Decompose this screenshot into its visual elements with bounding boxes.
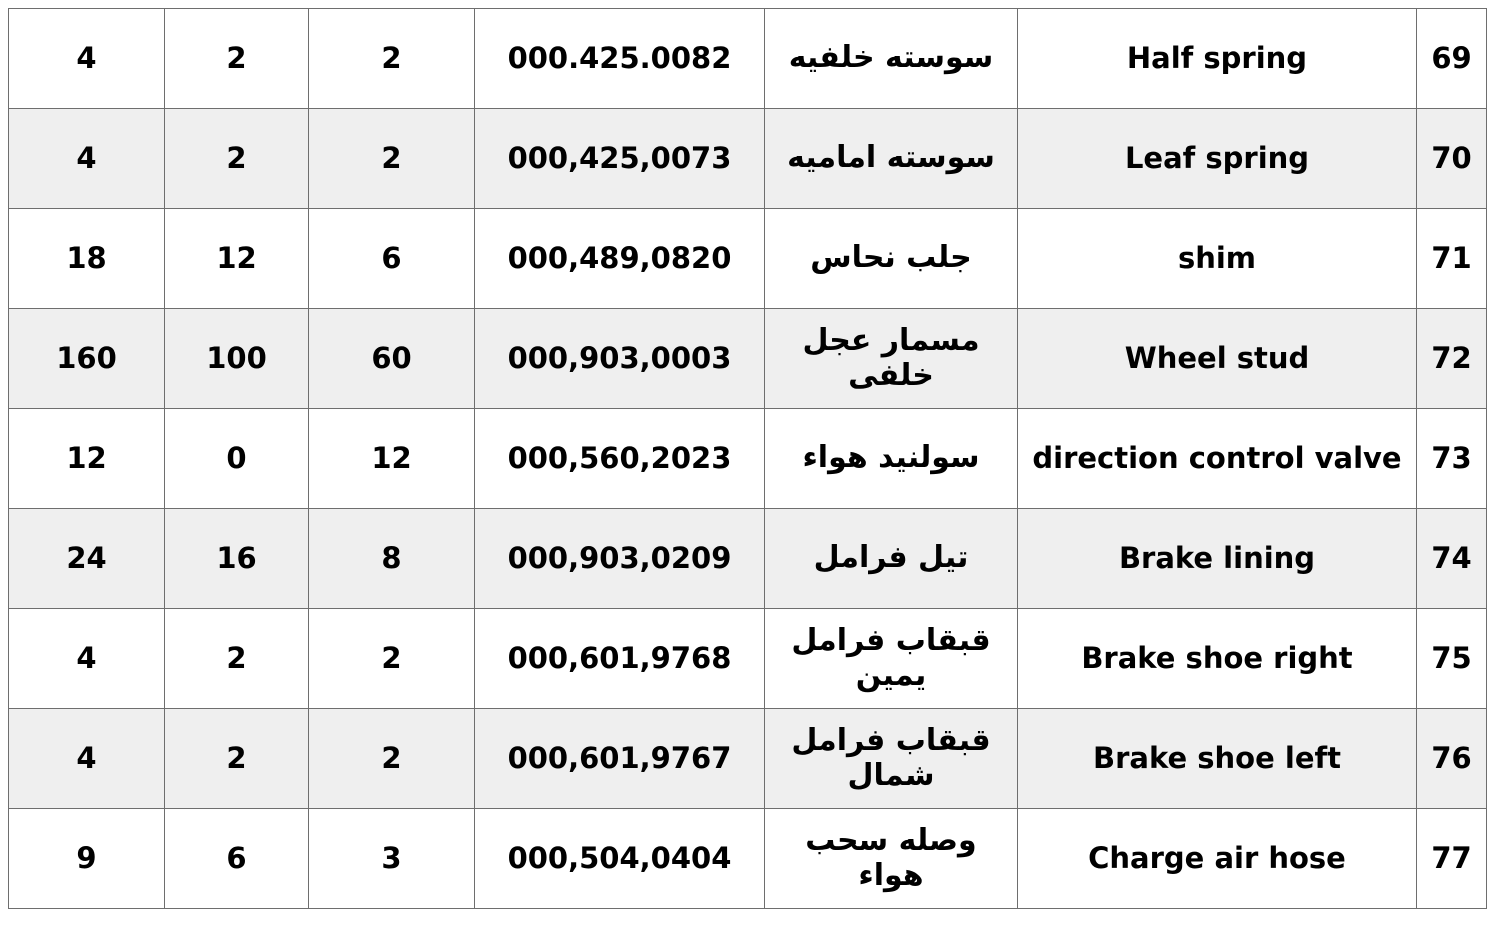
part-number-cell: 000,489,0820: [475, 209, 765, 309]
table-row: [9, 209, 1487, 309]
total-qty-cell: 160: [9, 309, 165, 409]
qty-a-cell: 2: [309, 109, 475, 209]
part-number-cell: 000.425.0082: [475, 9, 765, 109]
qty-b-cell: 6: [165, 809, 309, 909]
english-name-cell: Leaf spring: [1018, 109, 1417, 209]
table-row: [9, 9, 1487, 109]
part-number-cell: 000,601,9767: [475, 709, 765, 809]
parts-table: [8, 8, 1487, 909]
qty-b-cell: 0: [165, 409, 309, 509]
qty-a-cell: 8: [309, 509, 475, 609]
qty-b-cell: 2: [165, 709, 309, 809]
qty-a-cell: 3: [309, 809, 475, 909]
part-number-cell: 000,903,0003: [475, 309, 765, 409]
qty-b-cell: 2: [165, 9, 309, 109]
arabic-name-cell: سولنید هواء: [765, 409, 1018, 509]
arabic-name-cell: سوسته امامیه: [765, 109, 1018, 209]
english-name-cell: Brake lining: [1018, 509, 1417, 609]
total-qty-cell: 4: [9, 9, 165, 109]
qty-b-cell: 2: [165, 109, 309, 209]
english-name-cell: Half spring: [1018, 9, 1417, 109]
arabic-name-cell: قبقاب فرامل شمال: [765, 709, 1018, 809]
english-name-cell: direction control valve: [1018, 409, 1417, 509]
row-number-cell: 74: [1417, 509, 1487, 609]
arabic-name-cell: مسمار عجل خلفی: [765, 309, 1018, 409]
total-qty-cell: 24: [9, 509, 165, 609]
table-row: [9, 609, 1487, 709]
qty-b-cell: 16: [165, 509, 309, 609]
total-qty-cell: 4: [9, 709, 165, 809]
arabic-name-cell: قبقاب فرامل یمین: [765, 609, 1018, 709]
row-number-cell: 72: [1417, 309, 1487, 409]
qty-a-cell: 2: [309, 9, 475, 109]
qty-b-cell: 100: [165, 309, 309, 409]
row-number-cell: 73: [1417, 409, 1487, 509]
row-number-cell: 70: [1417, 109, 1487, 209]
part-number-cell: 000,504,0404: [475, 809, 765, 909]
row-number-cell: 77: [1417, 809, 1487, 909]
english-name-cell: Brake shoe left: [1018, 709, 1417, 809]
qty-b-cell: 12: [165, 209, 309, 309]
table-row: [9, 109, 1487, 209]
table-body: [9, 9, 1487, 909]
arabic-name-cell: سوسته خلفیه: [765, 9, 1018, 109]
arabic-name-cell: جلب نحاس: [765, 209, 1018, 309]
qty-a-cell: 12: [309, 409, 475, 509]
part-number-cell: 000,601,9768: [475, 609, 765, 709]
qty-a-cell: 60: [309, 309, 475, 409]
english-name-cell: Brake shoe right: [1018, 609, 1417, 709]
row-number-cell: 71: [1417, 209, 1487, 309]
part-number-cell: 000,560,2023: [475, 409, 765, 509]
qty-a-cell: 2: [309, 609, 475, 709]
total-qty-cell: 18: [9, 209, 165, 309]
table-row: [9, 709, 1487, 809]
row-number-cell: 75: [1417, 609, 1487, 709]
part-number-cell: 000,425,0073: [475, 109, 765, 209]
total-qty-cell: 9: [9, 809, 165, 909]
english-name-cell: shim: [1018, 209, 1417, 309]
qty-b-cell: 2: [165, 609, 309, 709]
table-row: [9, 509, 1487, 609]
part-number-cell: 000,903,0209: [475, 509, 765, 609]
english-name-cell: Wheel stud: [1018, 309, 1417, 409]
table-row: [9, 809, 1487, 909]
table-row: [9, 409, 1487, 509]
arabic-name-cell: وصله سحب هواء: [765, 809, 1018, 909]
row-number-cell: 69: [1417, 9, 1487, 109]
arabic-name-cell: تیل فرامل: [765, 509, 1018, 609]
row-number-cell: 76: [1417, 709, 1487, 809]
english-name-cell: Charge air hose: [1018, 809, 1417, 909]
qty-a-cell: 2: [309, 709, 475, 809]
total-qty-cell: 12: [9, 409, 165, 509]
total-qty-cell: 4: [9, 609, 165, 709]
qty-a-cell: 6: [309, 209, 475, 309]
table-row: [9, 309, 1487, 409]
total-qty-cell: 4: [9, 109, 165, 209]
